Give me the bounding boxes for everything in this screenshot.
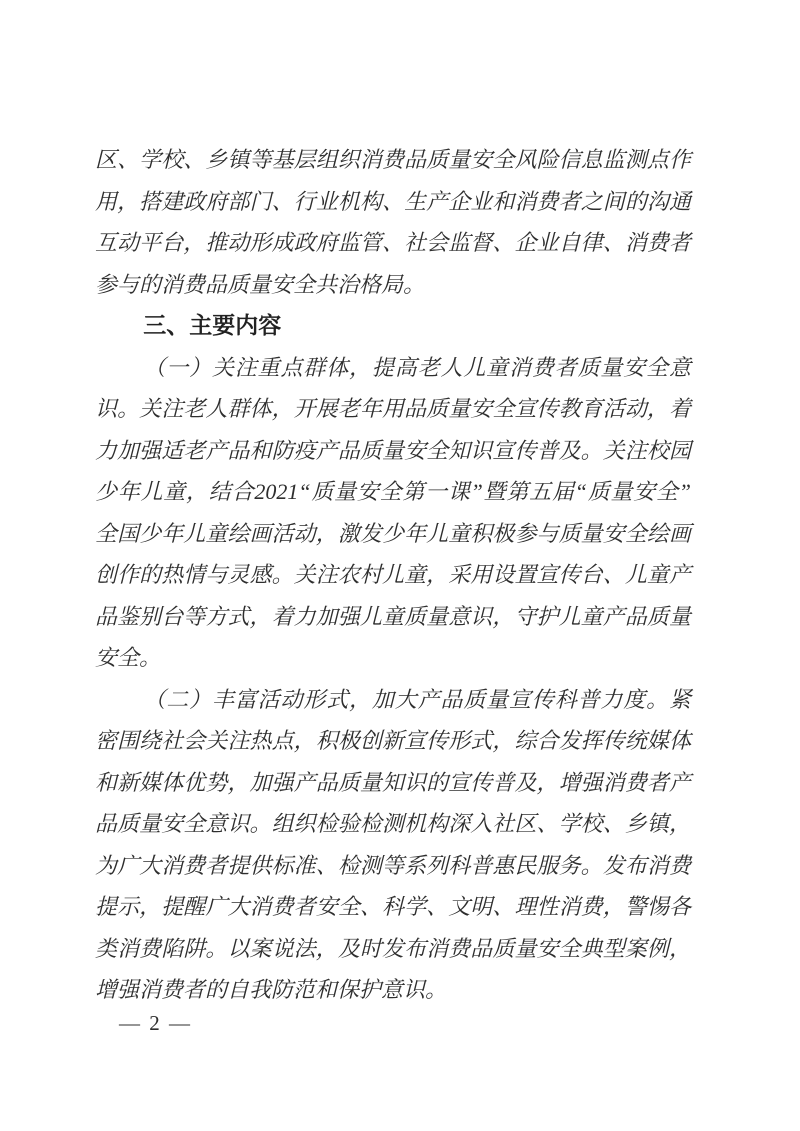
paragraph-continuation: 区、学校、乡镇等基层组织消费品质量安全风险信息监测点作用，搭建政府部门、行业机构、生产企业和消费者之间的沟通互动平台，推动形成政府监管、社会监督、企业自律、消费者参与的消费品质量安全共治格局。 — [95, 147, 691, 297]
page-content — [95, 139, 691, 1011]
paragraph-item-1: （一）关注重点群体，提高老人儿童消费者质量安全意识。关注老人群体，开展老年用品质量安全宣传教育活动，着力加强适老产品和防疫产品质量安全知识宣传普及。关注校园少年儿童，结合2021“质量安全第一课”暨第五届“质量安全”全国少年儿童绘画活动，激发少年儿童积极参与质量安全绘画创作的热情与灵感。关注农村儿童，采用设置宣传台、儿童产品鉴别台等方式，着力加强儿童质量意识，守护儿童产品质量安全。 — [95, 354, 691, 670]
section-heading-main-content: 三、主要内容 — [143, 312, 282, 338]
page-number: — 2 — — [119, 1011, 192, 1035]
paragraph-item-2: （二）丰富活动形式，加大产品质量宣传科普力度。紧密围绕社会关注热点，积极创新宣传形式，综合发挥传统媒体和新媒体优势，加强产品质量知识的宣传普及，增强消费者产品质量安全意识。组织检验检测机构深入社区、学校、乡镇，为广大消费者提供标准、检测等系列科普惠民服务。发布消费提示，提醒广大消费者安全、科学、文明、理性消费，警惕各类消费陷阱。以案说法，及时发布消费品质量安全典型案例，增强消费者的自我防范和保护意识。 — [95, 686, 691, 1002]
